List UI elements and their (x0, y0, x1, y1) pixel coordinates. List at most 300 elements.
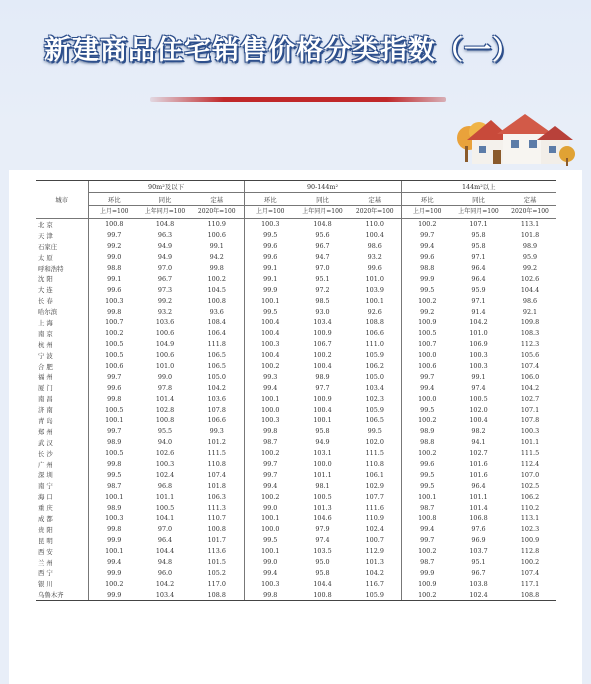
index-cell: 100.0 (313, 460, 332, 469)
index-cell: 100.8 (207, 525, 226, 534)
table-row (36, 284, 556, 295)
table-row (36, 513, 556, 524)
index-cell: 107.1 (469, 220, 488, 229)
index-cell: 104.5 (207, 285, 226, 294)
index-cell: 116.7 (365, 579, 384, 588)
index-cell: 99.7 (401, 371, 453, 382)
index-cell: 98.5 (315, 296, 330, 305)
table-row (36, 578, 556, 589)
city-cell: 兰 州 (38, 558, 53, 567)
index-cell: 99.7 (401, 535, 453, 546)
table-row (36, 393, 556, 404)
index-cell: 94.9 (157, 253, 173, 262)
index-cell: 100.1 (244, 513, 296, 524)
index-cell: 93.0 (315, 307, 330, 316)
index-cell: 102.0 (469, 405, 488, 414)
index-cell: 103.6 (207, 394, 226, 403)
index-cell: 104.9 (155, 340, 175, 349)
sub-header: 同比 (296, 193, 349, 206)
index-cell: 102.3 (365, 394, 384, 403)
table-row (36, 502, 556, 513)
index-cell: 110.0 (365, 220, 384, 229)
index-cell: 104.4 (155, 547, 175, 556)
index-cell: 111.6 (365, 503, 384, 512)
index-cell: 97.1 (471, 253, 486, 262)
index-cell: 105.2 (207, 568, 226, 577)
index-cell: 99.9 (244, 284, 296, 295)
table-row (36, 491, 556, 502)
index-cell: 112.4 (520, 460, 540, 469)
index-cell: 106.9 (469, 340, 488, 349)
index-cell: 100.2 (401, 589, 453, 600)
index-cell: 104.4 (313, 579, 332, 588)
index-cell: 110.8 (365, 460, 384, 469)
table-row (36, 252, 556, 263)
index-cell: 102.6 (155, 449, 175, 458)
index-cell: 103.1 (313, 449, 332, 458)
index-cell: 98.7 (244, 437, 296, 448)
table-row (36, 361, 556, 372)
index-cell: 100.2 (88, 328, 140, 339)
index-cell: 112.8 (520, 547, 540, 556)
index-cell: 99.9 (401, 568, 453, 579)
index-cell: 103.8 (469, 579, 488, 588)
index-cell: 107.0 (520, 470, 540, 479)
index-cell: 106.7 (313, 340, 332, 349)
index-cell: 94.8 (157, 558, 173, 567)
index-cell: 100.4 (244, 317, 296, 328)
table-row (36, 263, 556, 274)
table-row (36, 339, 556, 350)
index-cell: 100.9 (401, 578, 453, 589)
index-cell: 117.1 (520, 579, 540, 588)
table-row (36, 404, 556, 415)
table-row (36, 469, 556, 480)
index-cell: 100.8 (401, 513, 453, 524)
index-cell: 96.8 (157, 481, 173, 490)
index-cell: 104.2 (207, 383, 226, 392)
index-cell: 100.3 (520, 427, 540, 436)
index-cell: 110.9 (365, 514, 384, 523)
base-header: 2020年=100 (504, 206, 556, 219)
index-cell: 91.4 (471, 307, 486, 316)
index-cell: 112.3 (520, 340, 540, 349)
table-row (36, 459, 556, 470)
index-cell: 100.2 (88, 578, 140, 589)
index-cell: 111.8 (207, 340, 226, 349)
city-cell: 深 圳 (38, 471, 53, 480)
sub-header: 定基 (504, 193, 556, 206)
table-row (36, 557, 556, 568)
index-cell: 98.6 (522, 296, 538, 305)
index-cell: 107.4 (207, 470, 226, 479)
index-cell: 99.5 (244, 306, 296, 317)
index-cell: 99.7 (88, 230, 140, 241)
index-cell: 99.7 (244, 469, 296, 480)
index-cell: 101.7 (207, 536, 226, 545)
city-cell: 合 肥 (38, 362, 53, 371)
index-cell: 100.5 (155, 503, 175, 512)
index-cell: 99.4 (244, 568, 296, 579)
table-row (36, 426, 556, 437)
index-cell: 111.5 (207, 449, 226, 458)
index-cell: 105.0 (365, 372, 384, 381)
index-cell: 97.4 (315, 536, 330, 545)
index-cell: 96.0 (157, 568, 173, 577)
index-cell: 99.8 (88, 459, 140, 470)
index-cell: 101.4 (155, 394, 175, 403)
index-cell: 99.5 (401, 404, 453, 415)
table-row (36, 437, 556, 448)
index-cell: 100.4 (244, 350, 296, 361)
table-row (36, 241, 556, 252)
index-cell: 99.4 (88, 557, 140, 568)
index-cell: 106.6 (207, 416, 226, 425)
index-cell: 97.8 (157, 383, 173, 392)
index-cell: 97.7 (315, 383, 330, 392)
base-header: 2020年=100 (349, 206, 401, 219)
index-cell: 100.7 (365, 536, 384, 545)
index-cell: 99.9 (88, 568, 140, 579)
base-header: 上年同月=100 (140, 206, 190, 219)
index-cell: 99.1 (244, 263, 296, 274)
index-cell: 100.2 (520, 558, 540, 567)
index-cell: 92.6 (367, 307, 382, 316)
city-cell: 上 海 (38, 318, 53, 327)
index-cell: 111.3 (207, 503, 226, 512)
city-cell: 南 宁 (38, 482, 53, 491)
sub-header: 同比 (140, 193, 190, 206)
index-cell: 100.1 (401, 491, 453, 502)
index-cell: 98.9 (401, 426, 453, 437)
index-cell: 96.4 (471, 264, 486, 272)
index-cell: 107.8 (520, 416, 540, 425)
index-cell: 98.9 (522, 242, 538, 251)
index-cell: 106.5 (207, 362, 226, 371)
index-cell: 104.8 (313, 220, 332, 229)
index-cell: 109.8 (520, 318, 540, 327)
index-cell: 98.7 (401, 502, 453, 513)
index-cell: 101.1 (313, 470, 332, 479)
base-header: 上月=100 (401, 206, 453, 219)
city-cell: 济 南 (38, 406, 53, 415)
index-cell: 113.1 (520, 220, 540, 229)
index-cell: 105.6 (520, 351, 540, 360)
index-cell: 100.1 (365, 296, 384, 305)
index-cell: 99.8 (88, 393, 140, 404)
index-cell: 108.8 (504, 589, 556, 600)
index-cell: 104.2 (155, 579, 175, 588)
index-cell: 97.0 (157, 525, 173, 534)
index-cell: 106.0 (520, 372, 540, 381)
sub-header: 环比 (244, 193, 296, 206)
city-cell: 宁 波 (38, 351, 53, 360)
table-row (36, 524, 556, 535)
index-cell: 107.4 (520, 568, 540, 577)
index-cell: 96.7 (315, 242, 330, 251)
index-cell: 99.2 (157, 296, 173, 305)
index-cell: 99.7 (88, 426, 140, 437)
index-cell: 106.4 (207, 329, 226, 338)
index-cell: 100.0 (401, 350, 453, 361)
index-cell: 101.1 (155, 492, 175, 501)
index-cell: 100.3 (469, 351, 488, 360)
index-cell: 99.6 (401, 252, 453, 263)
table-row (36, 546, 556, 557)
index-cell: 103.6 (155, 318, 175, 327)
index-cell: 110.9 (207, 220, 226, 229)
index-cell: 103.9 (365, 285, 384, 294)
index-cell: 101.0 (469, 329, 488, 338)
index-cell: 97.0 (157, 264, 173, 272)
index-cell: 108.8 (365, 318, 384, 327)
table-row (36, 480, 556, 491)
index-cell: 106.8 (469, 514, 488, 523)
index-cell: 100.8 (296, 589, 349, 600)
index-cell: 100.1 (88, 546, 140, 557)
city-cell: 福 州 (38, 373, 53, 382)
city-cell: 西 宁 (38, 569, 53, 578)
accent-bar (150, 97, 446, 102)
index-cell: 104.8 (155, 220, 175, 229)
index-cell: 99.2 (88, 241, 140, 252)
index-cell: 98.9 (88, 502, 140, 513)
index-cell: 100.3 (469, 362, 488, 371)
index-cell: 103.7 (469, 547, 488, 556)
index-cell: 95.8 (315, 568, 330, 577)
index-cell: 100.9 (401, 317, 453, 328)
index-cell: 100.8 (88, 219, 140, 230)
index-cell: 101.3 (365, 558, 384, 567)
city-cell: 杭 州 (38, 340, 53, 349)
index-cell: 101.1 (520, 438, 540, 447)
index-cell: 100.7 (88, 317, 140, 328)
index-cell: 101.6 (469, 460, 488, 469)
index-cell: 102.5 (520, 481, 540, 490)
index-cell: 99.5 (88, 469, 140, 480)
index-cell: 117.0 (207, 579, 226, 588)
index-cell: 95.1 (471, 558, 486, 567)
index-cell: 100.2 (244, 448, 296, 459)
index-cell: 99.3 (244, 371, 296, 382)
index-cell: 98.1 (315, 481, 330, 490)
index-cell: 96.7 (471, 568, 486, 577)
index-cell: 99.7 (244, 459, 296, 470)
index-cell: 99.4 (244, 480, 296, 491)
index-cell: 100.2 (401, 448, 453, 459)
index-cell: 99.4 (401, 524, 453, 535)
index-cell: 99.6 (244, 252, 296, 263)
index-cell: 95.5 (157, 427, 173, 436)
index-cell: 100.2 (401, 546, 453, 557)
index-cell: 102.4 (365, 525, 384, 534)
index-cell: 104.6 (313, 514, 332, 523)
table-row (36, 219, 556, 230)
city-cell: 石家庄 (38, 242, 58, 251)
index-cell: 101.1 (469, 492, 488, 501)
city-cell: 长 春 (38, 297, 53, 306)
index-cell: 100.2 (244, 361, 296, 372)
index-cell: 96.9 (471, 536, 486, 545)
index-cell: 96.7 (157, 274, 173, 283)
index-cell: 99.6 (88, 284, 140, 295)
index-cell: 98.7 (88, 480, 140, 491)
index-cell: 94.9 (315, 438, 330, 447)
index-cell: 107.1 (520, 405, 540, 414)
index-cell: 99.0 (157, 372, 173, 381)
sub-header: 定基 (190, 193, 244, 206)
city-cell: 青 岛 (38, 416, 53, 425)
index-cell: 100.1 (244, 393, 296, 404)
city-cell: 南 京 (38, 329, 53, 338)
houses-illustration-icon (455, 110, 575, 170)
index-cell: 100.3 (155, 460, 175, 469)
index-cell: 97.9 (315, 525, 330, 534)
index-cell: 99.5 (401, 284, 453, 295)
index-cell: 106.2 (365, 362, 384, 371)
index-cell: 110.2 (520, 503, 540, 512)
index-cell: 99.9 (401, 273, 453, 284)
index-cell: 105.0 (207, 372, 226, 381)
index-cell: 99.4 (401, 382, 453, 393)
index-cell: 100.2 (401, 415, 453, 426)
index-cell: 99.7 (88, 371, 140, 382)
index-cell: 113.6 (207, 547, 226, 556)
index-cell: 96.4 (471, 274, 486, 283)
index-cell: 95.8 (471, 231, 486, 240)
index-cell: 100.5 (313, 492, 332, 501)
index-cell: 101.2 (207, 438, 226, 447)
index-cell: 100.1 (88, 491, 140, 502)
index-cell: 98.8 (88, 263, 140, 274)
index-cell: 100.4 (313, 362, 332, 371)
index-cell: 107.7 (365, 492, 384, 501)
index-cell: 101.3 (313, 503, 332, 512)
index-cell: 99.4 (401, 241, 453, 252)
index-cell: 100.2 (207, 274, 226, 283)
table-row (36, 371, 556, 382)
city-cell: 哈尔滨 (38, 308, 58, 317)
index-cell: 99.8 (209, 264, 224, 272)
index-cell: 95.1 (315, 274, 330, 283)
index-cell: 100.2 (313, 351, 332, 360)
city-cell: 乌鲁木齐 (36, 589, 88, 600)
index-cell: 100.0 (244, 404, 296, 415)
index-cell: 98.6 (367, 242, 382, 251)
index-cell: 99.5 (401, 480, 453, 491)
index-cell: 110.8 (207, 460, 226, 469)
index-cell: 97.3 (157, 285, 173, 294)
index-cell: 95.8 (471, 242, 486, 251)
index-cell: 100.8 (155, 416, 175, 425)
table-card (9, 170, 582, 684)
index-cell: 97.2 (315, 285, 330, 294)
city-cell: 海 口 (38, 493, 53, 502)
index-cell: 105.9 (365, 351, 384, 360)
index-cell: 100.1 (313, 416, 332, 425)
index-cell: 99.4 (244, 382, 296, 393)
index-cell: 111.0 (365, 340, 384, 349)
index-cell: 98.2 (471, 427, 486, 436)
index-cell: 106.1 (365, 470, 384, 479)
table-row (36, 589, 556, 600)
index-cell: 99.5 (367, 427, 382, 436)
index-cell: 99.1 (244, 273, 296, 284)
index-cell: 99.9 (88, 589, 140, 600)
index-cell: 108.8 (190, 589, 244, 600)
index-cell: 102.9 (365, 481, 384, 490)
index-cell: 100.6 (155, 351, 175, 360)
index-cell: 104.1 (155, 514, 175, 523)
index-cell: 106.6 (365, 329, 384, 338)
index-cell: 100.6 (207, 231, 226, 240)
index-cell: 93.2 (367, 253, 382, 262)
city-cell: 昆 明 (38, 536, 53, 545)
index-cell: 100.5 (88, 339, 140, 350)
index-cell: 99.1 (471, 372, 486, 381)
index-cell: 97.4 (471, 383, 486, 392)
index-cell: 95.0 (315, 558, 330, 567)
table-row (36, 568, 556, 579)
index-cell: 101.6 (469, 470, 488, 479)
index-cell: 100.5 (401, 328, 453, 339)
index-cell: 100.1 (244, 295, 296, 306)
index-cell: 100.0 (401, 393, 453, 404)
index-cell: 102.4 (453, 589, 504, 600)
index-cell: 101.8 (207, 481, 226, 490)
city-cell: 天 津 (38, 231, 53, 240)
index-cell: 100.4 (313, 405, 332, 414)
city-cell: 成 都 (38, 514, 53, 523)
city-cell: 大 连 (38, 286, 53, 295)
index-cell: 100.4 (469, 416, 488, 425)
index-cell: 92.1 (522, 307, 538, 316)
base-header: 上月=100 (244, 206, 296, 219)
index-cell: 94.7 (315, 253, 330, 262)
index-cell: 100.6 (88, 361, 140, 372)
index-cell: 93.6 (209, 307, 224, 316)
city-cell: 北 京 (38, 220, 53, 229)
index-cell: 100.3 (88, 513, 140, 524)
index-cell: 96.3 (157, 231, 173, 240)
index-cell: 99.3 (209, 427, 224, 436)
index-cell: 100.2 (244, 491, 296, 502)
index-cell: 100.4 (365, 231, 384, 240)
index-cell: 99.6 (244, 241, 296, 252)
index-cell: 100.5 (469, 394, 488, 403)
index-cell: 97.0 (315, 264, 330, 272)
index-cell: 100.1 (244, 546, 296, 557)
city-cell: 武 汉 (38, 438, 53, 447)
base-header: 2020年=100 (190, 206, 244, 219)
index-cell: 95.9 (522, 253, 538, 262)
index-cell: 102.4 (155, 470, 175, 479)
index-cell: 105.9 (365, 405, 384, 414)
index-cell: 94.2 (209, 253, 224, 262)
base-header: 上年同月=100 (453, 206, 504, 219)
index-cell: 105.9 (349, 589, 401, 600)
index-cell: 108.3 (520, 329, 540, 338)
sub-header: 定基 (349, 193, 401, 206)
index-cell: 100.3 (244, 415, 296, 426)
city-cell: 西 安 (38, 547, 53, 556)
index-cell: 106.5 (207, 351, 226, 360)
index-cell: 97.6 (471, 525, 486, 534)
index-cell: 99.5 (244, 535, 296, 546)
index-cell: 99.5 (244, 230, 296, 241)
index-cell: 100.3 (88, 295, 140, 306)
index-cell: 99.0 (244, 557, 296, 568)
